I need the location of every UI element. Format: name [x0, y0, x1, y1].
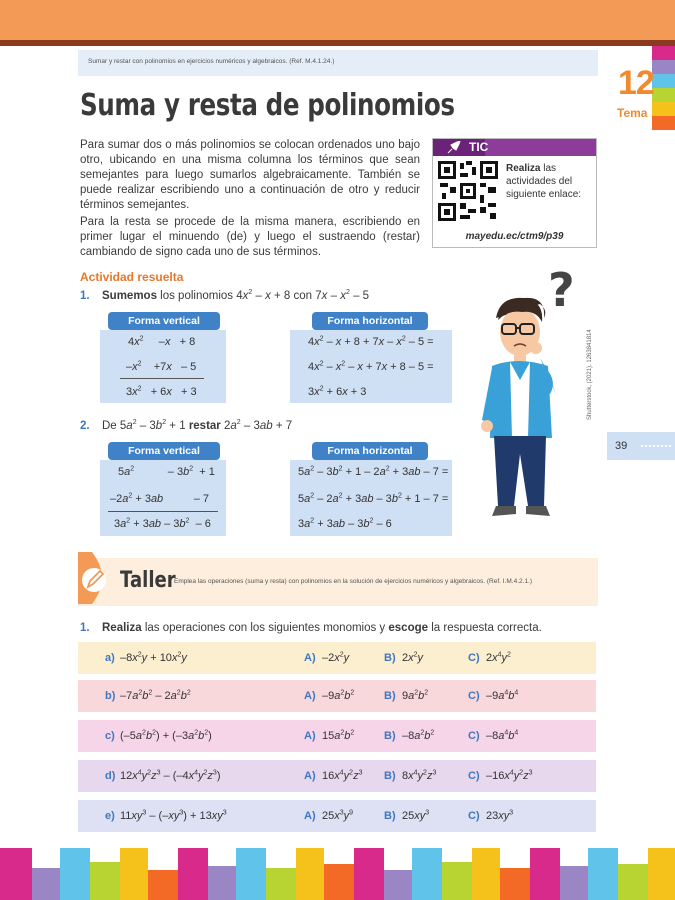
bottom-decorative-stripes	[0, 848, 675, 900]
top-band	[0, 0, 675, 40]
row-e-expression: $11xy^3 - (-xy^3) + 13xy^3$	[120, 809, 227, 822]
option-a-C[interactable]: C)	[468, 652, 480, 664]
ex2-v-line-2: $-2a^2 + 3ab$ – 7	[110, 492, 210, 505]
activity-title: Actividad resuelta	[80, 270, 184, 284]
exercise-row-c: c) $(-5a^2b^2) + (-3a^2b^2)$ A) $15a^2b^2$ B) $-8a^2b^2$ C) $-8a^4b^4$	[78, 720, 596, 752]
ex2-v-line-3: $3a^2 + 3ab - 3b^2 - 6$	[114, 517, 211, 530]
ex1-v-line-3: $3x^2 + 6x + 3$	[126, 385, 197, 398]
intro-paragraph-1: Para sumar dos o más polinomios se colocan ordenados uno bajo otro, ubicando en una misma columna los términos que sean semejantes para luego sumarlos algebraicamente. También se puede realizar escribiendo uno a continuación de otro y reducir términos semejantes.	[80, 139, 420, 211]
exercise-1-number: 1.	[80, 290, 90, 302]
ex1-v-line-2: $-x^2$ +7x – 5	[126, 360, 197, 373]
taller-title: Taller	[120, 568, 176, 593]
ex2-vertical-panel	[100, 460, 226, 536]
ex1-h-line-3: $3x^2 + 6x + 3$	[308, 385, 367, 398]
option-a-B[interactable]: B)	[384, 652, 396, 664]
option-e-C[interactable]: C)	[468, 810, 480, 822]
option-c-A[interactable]: A)	[304, 730, 316, 742]
exercise-row-a: a) $-8x^2y + 10x^2y$ A) $-2x^2y$ B) $2x^2y$ C) $2x^4y^2$	[78, 642, 596, 674]
ex1-horizontal-tab: Forma horizontal	[312, 312, 428, 330]
rocket-icon	[447, 141, 461, 154]
option-b-A[interactable]: A)	[304, 690, 316, 702]
option-e-B[interactable]: B)	[384, 810, 396, 822]
tic-instruction: Realiza las actividades del siguiente enlace:	[506, 163, 582, 200]
ex1-vertical-tab: Forma vertical	[108, 312, 220, 330]
image-credit: Shutterstock, (2021). 1263841814	[587, 329, 593, 420]
exercise-1-statement: Sumemos los polinomios $4x^2 - x + 8$ con $7x - x^2 - 5$	[102, 289, 370, 302]
option-d-A[interactable]: A)	[304, 770, 316, 782]
ex2-h-line-3: $3a^2 + 3ab - 3b^2 - 6$	[298, 517, 392, 530]
ex1-h-line-2: $4x^2 - x^2 - x + 7x + 8 - 5$ =	[308, 360, 434, 373]
reference-bar	[78, 50, 598, 76]
taller-instruction-number: 1.	[80, 622, 90, 634]
option-b-B[interactable]: B)	[384, 690, 396, 702]
tema-label: Tema	[617, 106, 648, 120]
row-b-expression: $-7a^2b^2 - 2a^2b^2$	[120, 689, 191, 702]
ex1-vertical-panel	[100, 330, 226, 403]
ex1-h-line-1: $4x^2 - x + 8 + 7x - x^2 - 5$ =	[308, 335, 434, 348]
exercise-row-b: b) $-7a^2b^2 - 2a^2b^2$ A) $-9a^2b^2$ B) $9a^2b^2$ C) $-9a^4b^4$	[78, 680, 596, 712]
option-c-B[interactable]: B)	[384, 730, 396, 742]
row-a-expression: $-8x^2y + 10x^2y$	[120, 651, 187, 664]
option-a-A[interactable]: A)	[304, 652, 316, 664]
ex1-horizontal-panel	[290, 330, 452, 403]
option-d-B[interactable]: B)	[384, 770, 396, 782]
pencil-icon	[78, 552, 112, 604]
thinking-boy-illustration	[478, 270, 598, 532]
ex2-h-line-2: $5a^2 - 2a^2 + 3ab - 3b^2 + 1 - 7$ =	[298, 492, 449, 505]
option-d-C[interactable]: C)	[468, 770, 480, 782]
tema-number: 12	[618, 64, 654, 102]
ex2-h-line-1: $5a^2 - 3b^2 + 1 - 2a^2 + 3ab - 7$ =	[298, 465, 449, 478]
exercise-row-d: d) $12x^4y^2z^3 - (-4x^4y^2z^3)$ A) $16x^4y^2z^3$ B) $8x^4y^2z^3$ C) $-16x^4y^2z^3$	[78, 760, 596, 792]
ex2-vertical-tab: Forma vertical	[108, 442, 220, 460]
exercise-2-statement: De $5a^2 - 3b^2 + 1$ restar $2a^2 - 3ab + 7$	[102, 419, 293, 432]
ex2-v-line-1: $5a^2$ – $3b^2 + 1$	[118, 465, 215, 478]
exercise-row-e: e) $11xy^3 - (-xy^3) + 13xy^3$ A) $25x^3y^9$ B) $25xy^3$ C) $23xy^3$	[78, 800, 596, 832]
svg-text:?: ?	[548, 270, 575, 317]
row-d-expression: $12x^4y^2z^3 - (-4x^4y^2z^3)$	[120, 769, 221, 782]
tic-label: TIC	[469, 140, 489, 154]
top-divider	[0, 40, 675, 46]
ex1-v-line-1: $4x^2$ –x + 8	[128, 335, 196, 348]
row-c-expression: $(-5a^2b^2) + (-3a^2b^2)$	[120, 729, 212, 742]
exercise-2-number: 2.	[80, 420, 90, 432]
option-e-A[interactable]: A)	[304, 810, 316, 822]
page-title: Suma y resta de polinomios	[80, 88, 455, 123]
tema-badge	[616, 64, 654, 122]
reference-text: Sumar y restar con polinomios en ejercicios numéricos y algebraicos. (Ref. M.4.1.24.)	[88, 58, 335, 65]
page-number-tab	[607, 432, 675, 460]
page-number: 39	[615, 440, 628, 452]
tic-header	[433, 139, 596, 156]
taller-instruction: Realiza las operaciones con los siguientes monomios y escoge la respuesta correcta.	[102, 622, 542, 634]
tic-link[interactable]: mayedu.ec/ctm9/p39	[465, 231, 564, 242]
option-c-C[interactable]: C)	[468, 730, 480, 742]
intro-paragraph-2: Para la resta se procede de la misma manera, escribiendo en primer lugar el minuendo (de) y luego el sustraendo (restar) cambiando de signo cada uno de sus términos.	[80, 216, 420, 258]
qr-code-icon[interactable]	[438, 161, 498, 221]
tic-box	[432, 138, 597, 248]
ex2-horizontal-panel	[290, 460, 452, 536]
option-b-C[interactable]: C)	[468, 690, 480, 702]
taller-reference: Emplea las operaciones (suma y resta) con polinomios en la solución de ejercicios numéricos y algebraicos. (Ref. I.M.4.2.1.)	[174, 578, 533, 585]
ex2-horizontal-tab: Forma horizontal	[312, 442, 428, 460]
